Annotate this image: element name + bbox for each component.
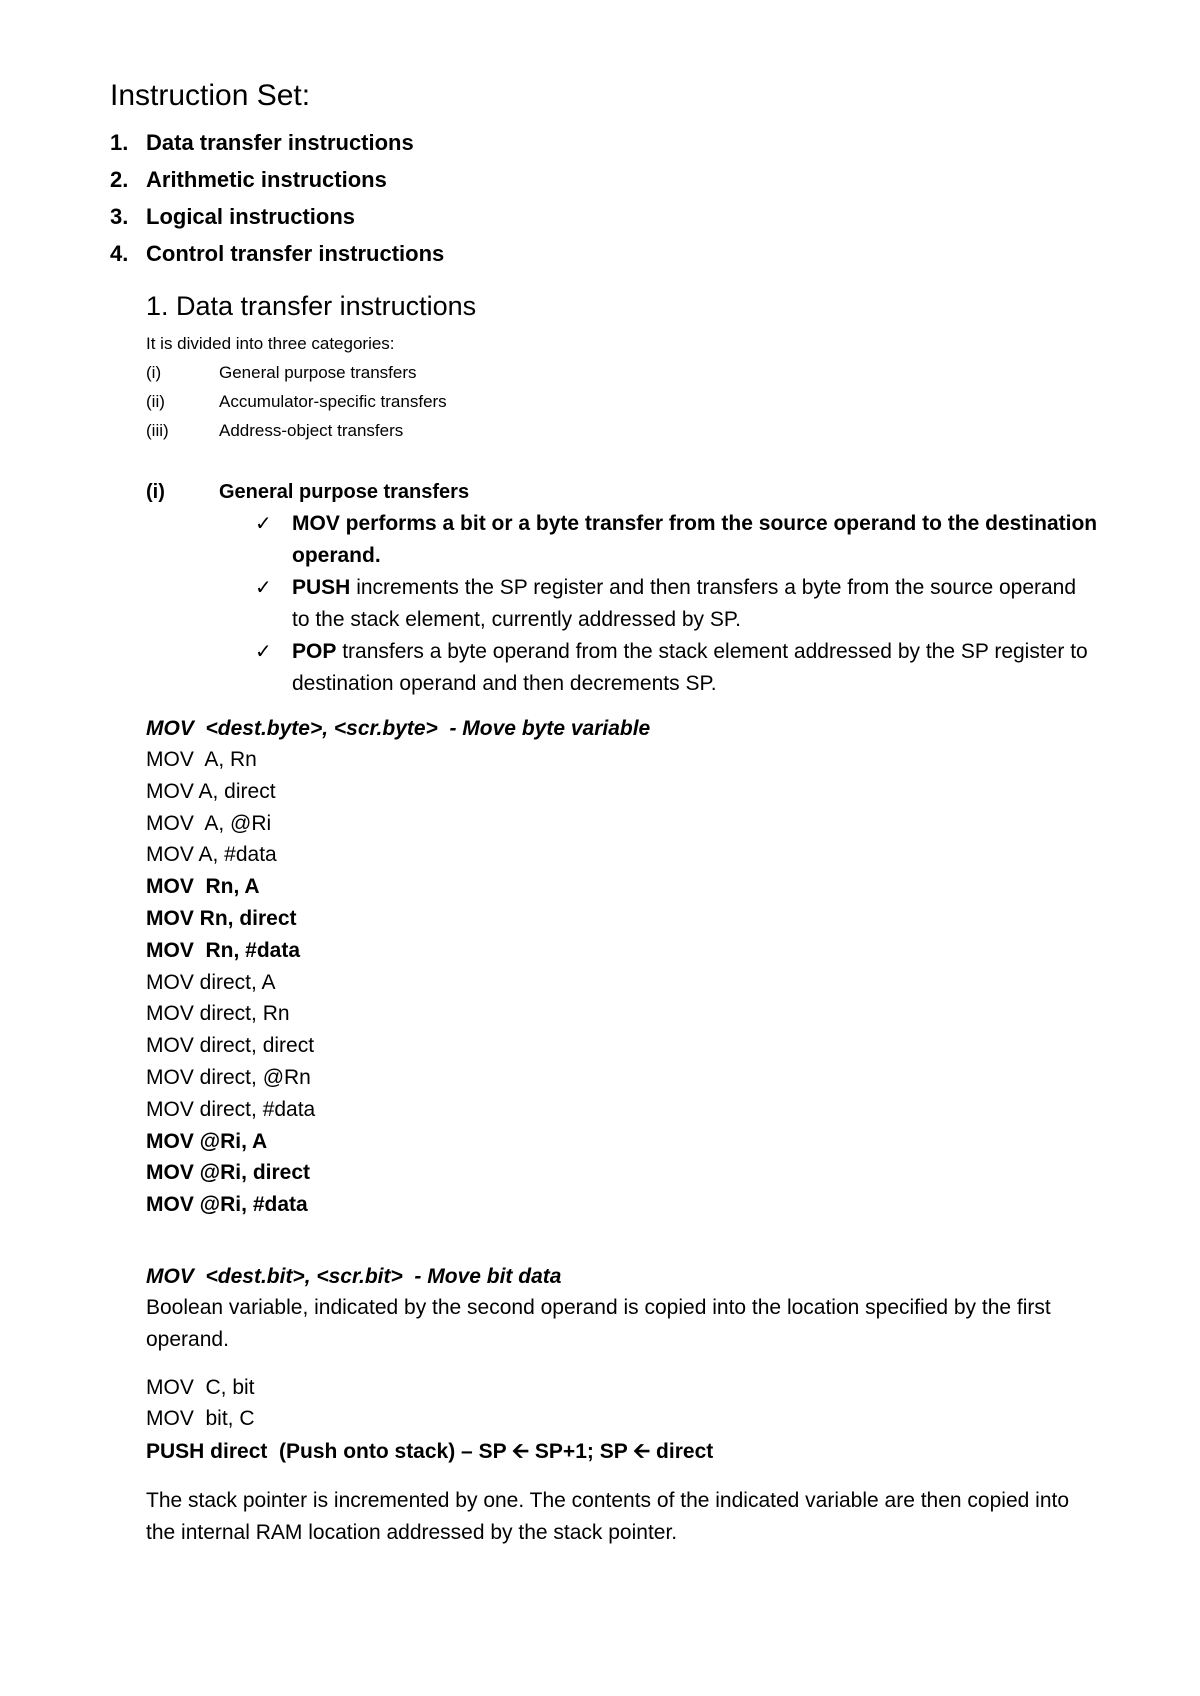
- code-line: MOV direct, Rn: [146, 1002, 290, 1025]
- code-line: MOV A, Rn: [146, 748, 257, 771]
- code-line: MOV direct, A: [146, 971, 276, 994]
- push-instruction: PUSH direct (Push onto stack) – SP 🡨 SP+1; SP 🡨 direct: [146, 1440, 714, 1463]
- code-line: MOV direct, @Rn: [146, 1066, 311, 1089]
- subsection-heading: [0, 478, 1200, 506]
- category-label: Address-object transfers: [219, 421, 404, 440]
- page-title: Instruction Set:: [110, 79, 311, 112]
- category-item-2: [0, 390, 1200, 414]
- category-number: (ii): [146, 392, 165, 411]
- toc-label: Logical instructions: [146, 204, 356, 229]
- code-line: MOV Rn, A: [146, 875, 260, 898]
- bullet-text: increments the SP register and then transfers a byte from the source operand: [350, 576, 1077, 599]
- code-line: MOV C, bit: [146, 1376, 255, 1399]
- section-intro: It is divided into three categories:: [146, 334, 395, 353]
- toc-label: Arithmetic instructions: [146, 167, 387, 192]
- code-line: MOV @Ri, direct: [146, 1161, 311, 1184]
- category-label: Accumulator-specific transfers: [219, 392, 447, 411]
- category-number: (iii): [146, 421, 169, 440]
- push-description-line: The stack pointer is incremented by one. The contents of the indicated variable are then copied into: [146, 1489, 1070, 1512]
- code-line: MOV direct, direct: [146, 1034, 315, 1057]
- code-line: MOV Rn, direct: [146, 907, 297, 930]
- code-line: MOV A, #data: [146, 843, 277, 866]
- mov-bit-heading: MOV <dest.bit>, <scr.bit> - Move bit data: [146, 1265, 562, 1288]
- toc-label: Data transfer instructions: [146, 130, 414, 155]
- toc-item-1: [110, 129, 414, 157]
- section-heading: 1. Data transfer instructions: [146, 291, 477, 321]
- bullet-line: [292, 636, 1088, 668]
- checkmark-icon: ✓: [255, 577, 272, 599]
- category-item-3: [0, 419, 1200, 443]
- mov-byte-heading: MOV <dest.byte>, <scr.byte> - Move byte variable: [146, 717, 651, 740]
- category-item-1: [0, 361, 1200, 385]
- checkmark-icon: ✓: [255, 513, 272, 535]
- toc-item-4: [110, 240, 444, 268]
- category-label: General purpose transfers: [219, 363, 417, 382]
- bullet-line: [292, 572, 1076, 604]
- mov-bit-description-line: operand.: [146, 1328, 229, 1351]
- bullet-line: [292, 508, 1097, 540]
- category-number: (i): [146, 363, 162, 382]
- code-line: MOV bit, C: [146, 1407, 255, 1430]
- code-line: MOV @Ri, A: [146, 1130, 268, 1153]
- bullet-text: performs a bit or a byte transfer from the source operand to the destination: [339, 512, 1098, 535]
- toc-item-2: [110, 166, 387, 194]
- code-line: MOV @Ri, #data: [146, 1193, 308, 1216]
- toc-number: 4.: [110, 241, 129, 266]
- toc-number: 2.: [110, 167, 129, 192]
- toc-item-3: [110, 203, 355, 231]
- subsection-number: (i): [146, 481, 165, 503]
- bullet-text: transfers a byte operand from the stack element addressed by the SP register to: [336, 640, 1088, 663]
- mov-bit-description-line: Boolean variable, indicated by the second operand is copied into the location specified by the first: [146, 1296, 1051, 1319]
- push-description-line: the internal RAM location addressed by the stack pointer.: [146, 1521, 678, 1544]
- bullet-keyword: PUSH: [292, 576, 351, 599]
- toc-number: 3.: [110, 204, 129, 229]
- code-line: MOV direct, #data: [146, 1098, 316, 1121]
- code-line: MOV A, direct: [146, 780, 276, 803]
- toc-label: Control transfer instructions: [146, 241, 445, 266]
- bullet-continuation: destination operand and then decrements SP.: [292, 672, 717, 695]
- checkmark-icon: ✓: [255, 641, 272, 663]
- bullet-keyword: MOV: [292, 512, 340, 535]
- bullet-keyword: POP: [292, 640, 337, 663]
- code-line: MOV Rn, #data: [146, 939, 301, 962]
- bullet-continuation: operand.: [292, 544, 381, 567]
- subsection-title: General purpose transfers: [219, 481, 470, 503]
- toc-number: 1.: [110, 130, 129, 155]
- code-line: MOV A, @Ri: [146, 812, 272, 835]
- bullet-continuation: to the stack element, currently addressed by SP.: [292, 608, 742, 631]
